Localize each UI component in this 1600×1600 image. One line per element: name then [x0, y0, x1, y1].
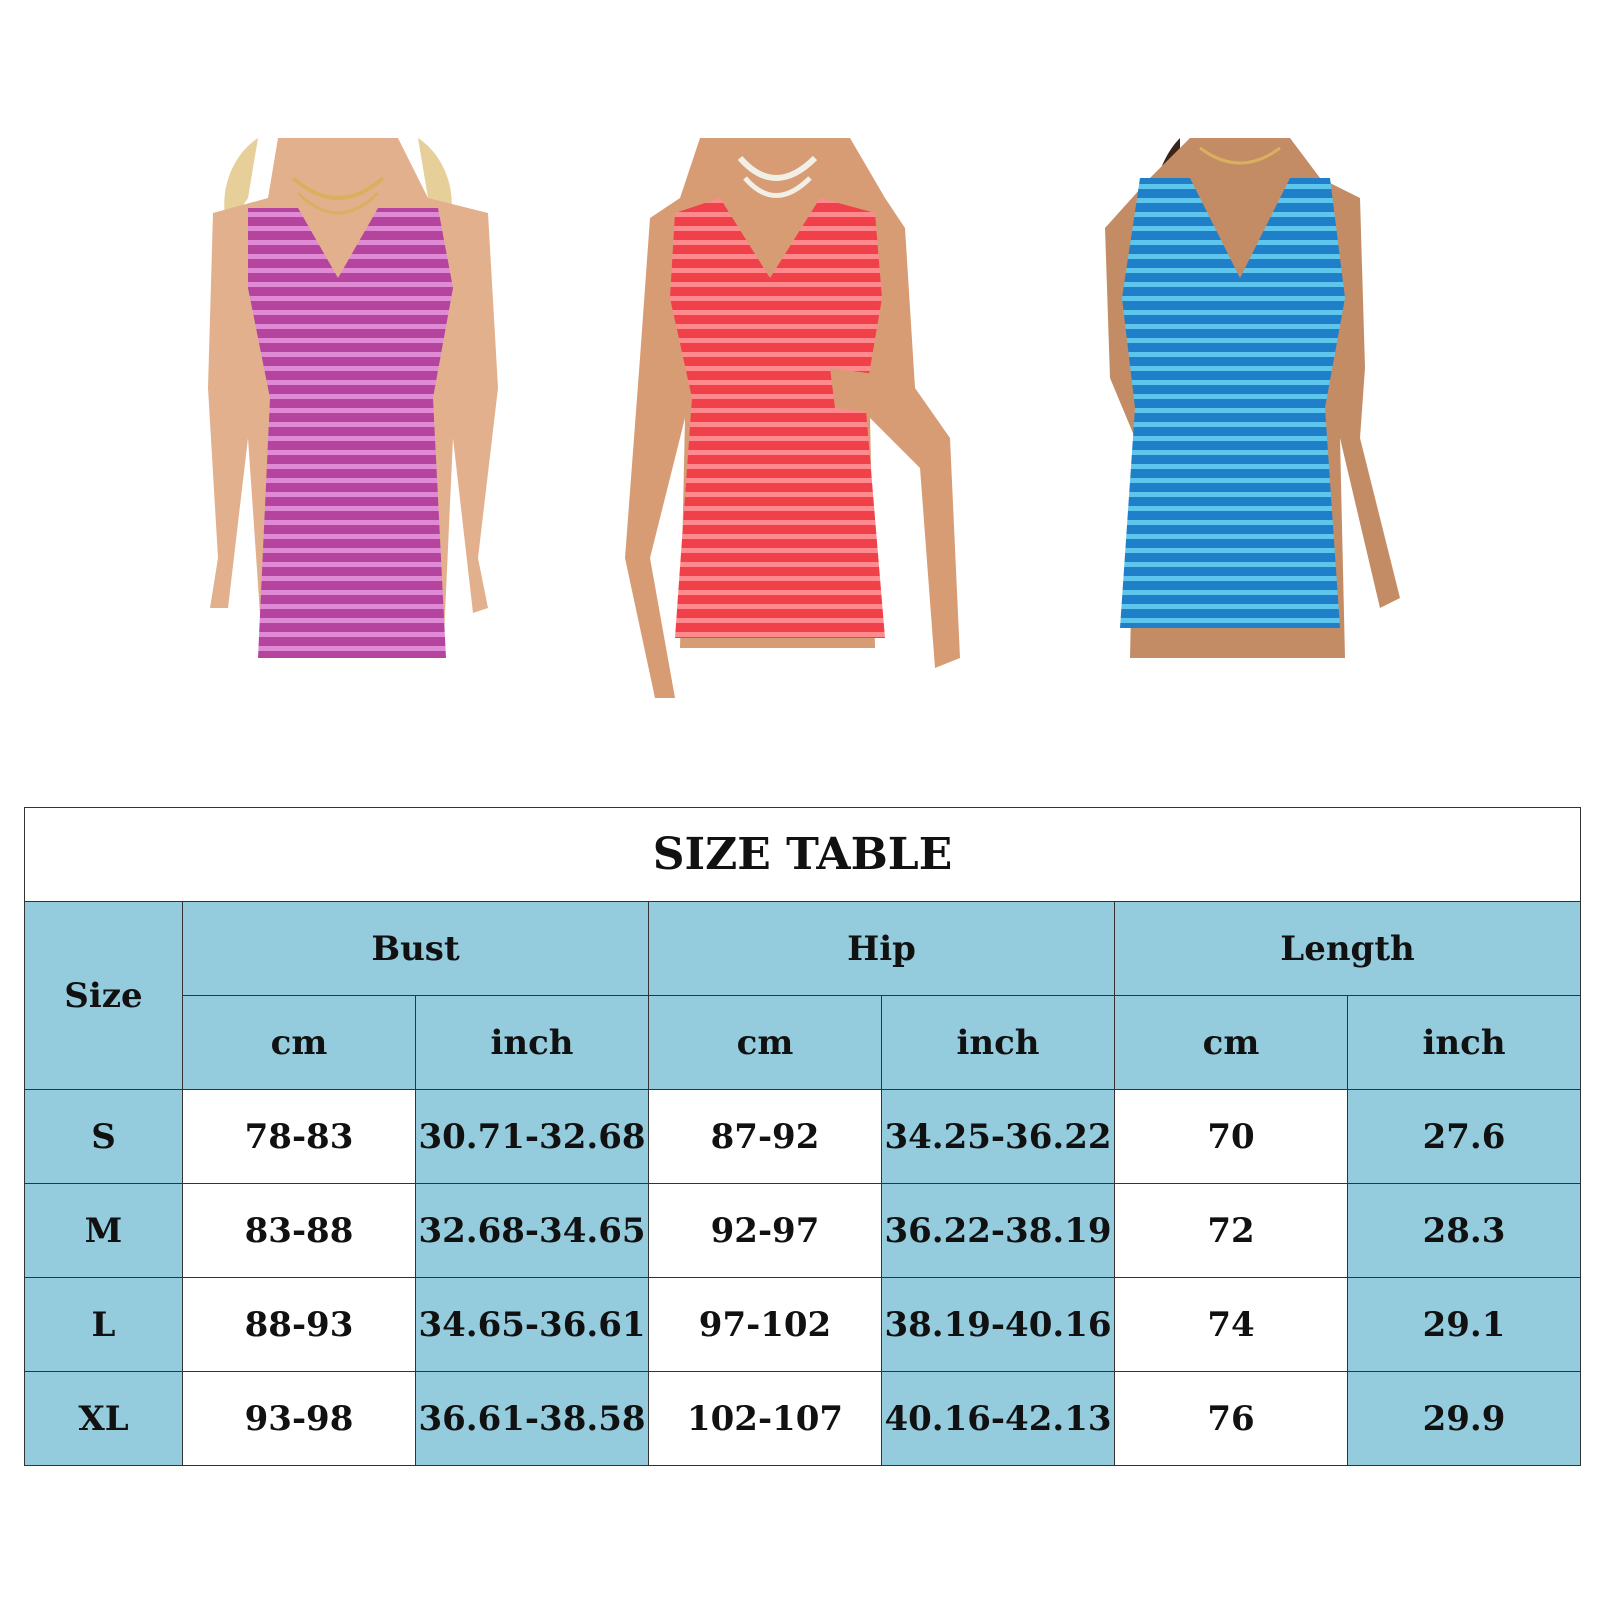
- table-title: SIZE TABLE: [25, 808, 1581, 902]
- length-cm-cell: 72: [1115, 1184, 1348, 1278]
- hip-inch-header: inch: [882, 996, 1115, 1090]
- length-cm-cell: 70: [1115, 1090, 1348, 1184]
- bust-inch-header: inch: [416, 996, 649, 1090]
- size-cell: S: [25, 1090, 183, 1184]
- size-cell: L: [25, 1278, 183, 1372]
- length-cm-cell: 76: [1115, 1372, 1348, 1466]
- hip-cm-cell: 92-97: [649, 1184, 882, 1278]
- bust-inch-cell: 34.65-36.61: [416, 1278, 649, 1372]
- bust-inch-cell: 36.61-38.58: [416, 1372, 649, 1466]
- bust-cm-cell: 88-93: [183, 1278, 416, 1372]
- size-cell: XL: [25, 1372, 183, 1466]
- bust-cm-cell: 78-83: [183, 1090, 416, 1184]
- hip-cm-cell: 97-102: [649, 1278, 882, 1372]
- length-header: Length: [1115, 902, 1581, 996]
- size-table: [24, 807, 1581, 1466]
- length-inch-cell: 28.3: [1348, 1184, 1581, 1278]
- length-cm-cell: 74: [1115, 1278, 1348, 1372]
- hip-inch-cell: 36.22-38.19: [882, 1184, 1115, 1278]
- photo-blue-dress: [1090, 138, 1420, 698]
- hip-inch-cell: 34.25-36.22: [882, 1090, 1115, 1184]
- hip-inch-cell: 38.19-40.16: [882, 1278, 1115, 1372]
- bust-cm-header: cm: [183, 996, 416, 1090]
- bust-header: Bust: [183, 902, 649, 996]
- table-row: [25, 1090, 1581, 1184]
- bust-inch-cell: 30.71-32.68: [416, 1090, 649, 1184]
- length-inch-header: inch: [1348, 996, 1581, 1090]
- length-cm-header: cm: [1115, 996, 1348, 1090]
- length-inch-cell: 27.6: [1348, 1090, 1581, 1184]
- table-row: [25, 1372, 1581, 1466]
- table-row: [25, 1184, 1581, 1278]
- hip-inch-cell: 40.16-42.13: [882, 1372, 1115, 1466]
- model-blue-figure: [1090, 138, 1430, 698]
- size-column-header: Size: [25, 902, 183, 1090]
- table-row: [25, 1278, 1581, 1372]
- product-photos: [0, 0, 1600, 760]
- photo-purple-dress: [188, 138, 518, 698]
- model-purple-figure: [188, 138, 518, 698]
- hip-header: Hip: [649, 902, 1115, 996]
- bust-cm-cell: 83-88: [183, 1184, 416, 1278]
- hip-cm-header: cm: [649, 996, 882, 1090]
- hip-cm-cell: 87-92: [649, 1090, 882, 1184]
- bust-inch-cell: 32.68-34.65: [416, 1184, 649, 1278]
- model-red-figure: [620, 138, 970, 698]
- length-inch-cell: 29.9: [1348, 1372, 1581, 1466]
- photo-red-dress: [620, 138, 950, 698]
- size-cell: M: [25, 1184, 183, 1278]
- bust-cm-cell: 93-98: [183, 1372, 416, 1466]
- hip-cm-cell: 102-107: [649, 1372, 882, 1466]
- length-inch-cell: 29.1: [1348, 1278, 1581, 1372]
